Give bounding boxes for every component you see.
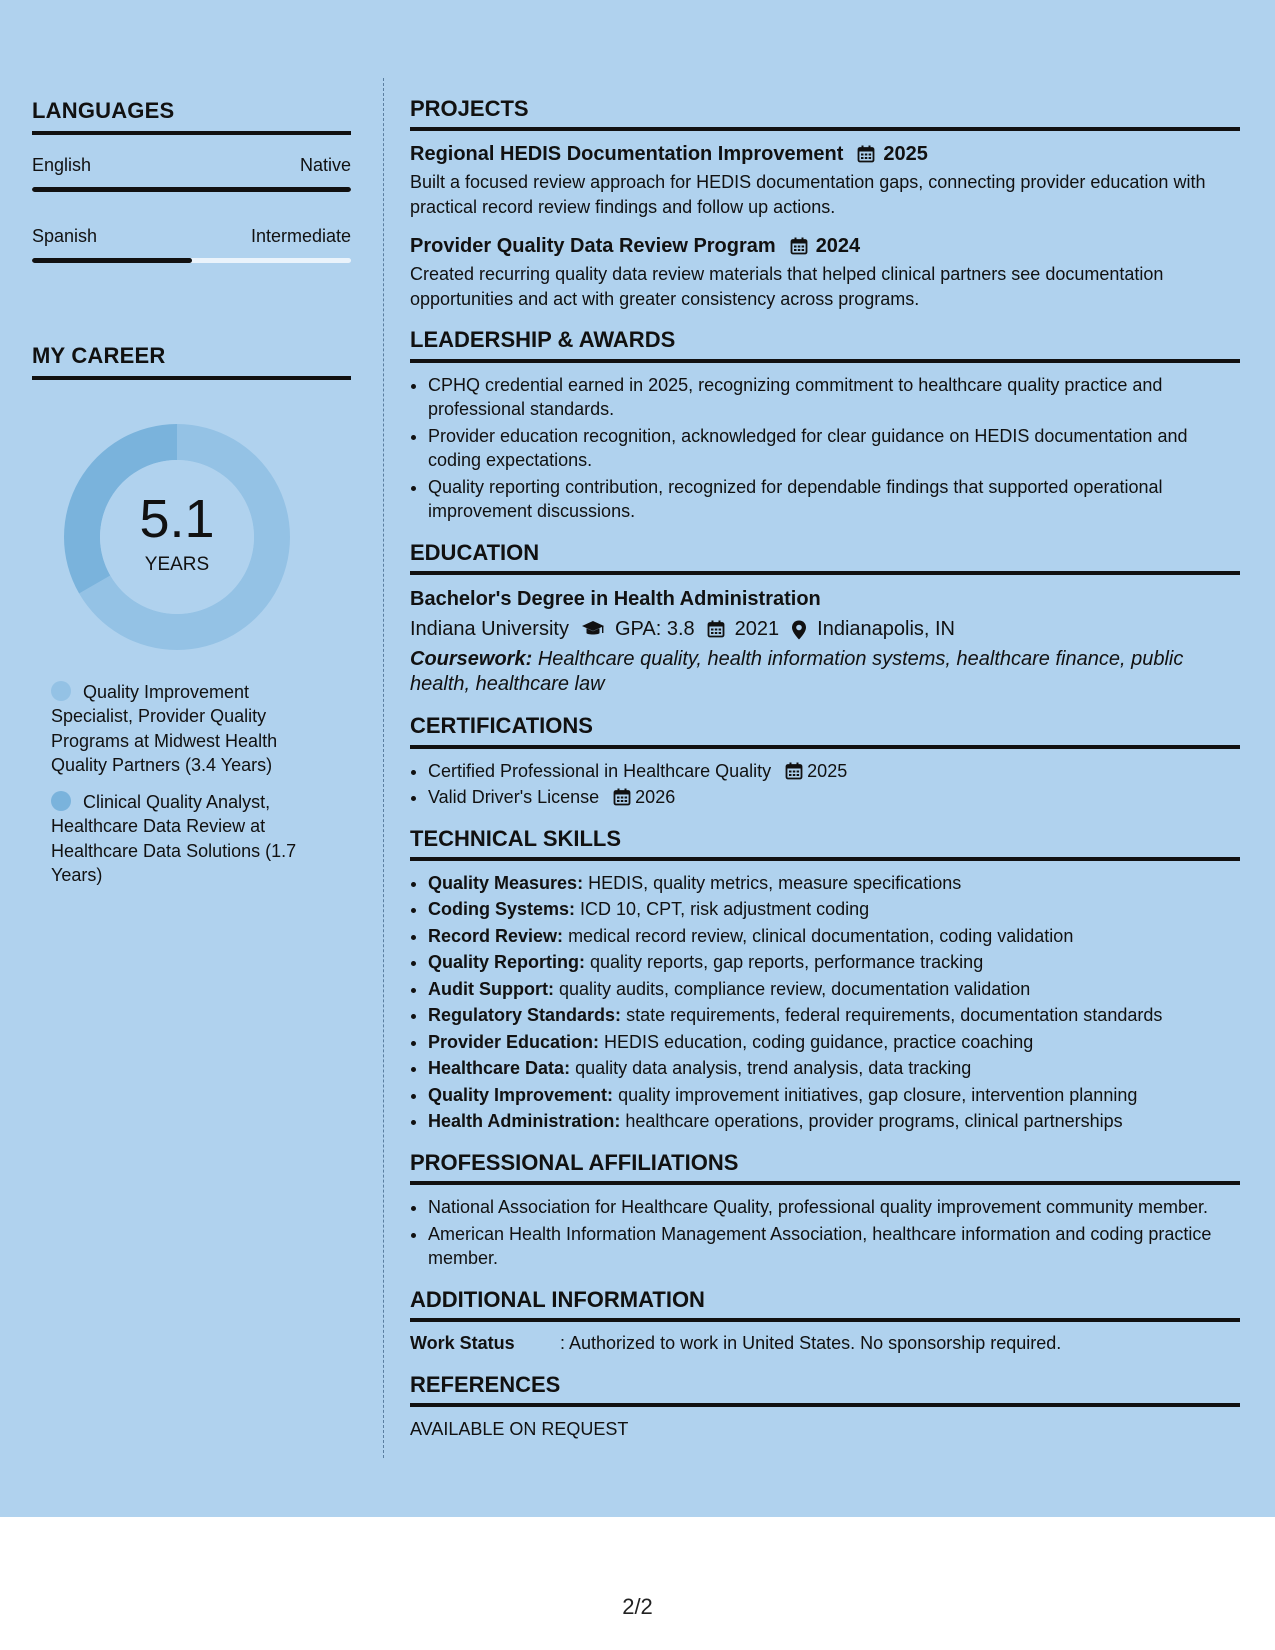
language-level: Intermediate	[250, 225, 351, 246]
certification-item	[428, 785, 1240, 810]
projects-section	[410, 96, 1240, 311]
language-row	[32, 155, 351, 192]
leadership-item: • Quality reporting contribution, recognized for dependable findings that supported operational improvement discussions.	[428, 475, 1240, 524]
project-name	[410, 233, 1240, 259]
skill-label: Coding Systems:	[428, 899, 576, 920]
certifications-section	[410, 713, 1240, 809]
skill-value: quality improvement initiatives, gap closure, intervention planning	[618, 1084, 1138, 1105]
career-donut-chart	[62, 422, 292, 652]
project-description: Created recurring quality data review materials that helped clinical partners see documentation opportunities and act with greater consistency across programs.	[410, 264, 1164, 309]
project-year: 2025	[883, 143, 928, 166]
skill-item	[428, 950, 1240, 975]
skill-item	[428, 1030, 1240, 1055]
skill-label: Healthcare Data:	[428, 1058, 571, 1079]
legend-dot-icon	[51, 791, 71, 811]
skill-item	[428, 1003, 1240, 1028]
leadership-section	[410, 327, 1240, 523]
column-divider	[383, 78, 384, 1458]
coursework-label: Coursework:	[410, 648, 533, 671]
skill-item	[428, 1056, 1240, 1081]
skill-item	[428, 897, 1240, 922]
left-column	[32, 98, 351, 900]
skill-label: Record Review:	[428, 925, 564, 946]
skill-label: Regulatory Standards:	[428, 1005, 622, 1026]
leadership-title: LEADERSHIP & AWARDS	[410, 327, 1240, 362]
education-location: Indianapolis, IN	[817, 618, 956, 641]
skill-label: Health Administration:	[428, 1111, 621, 1132]
certification-name: • Valid Driver's License	[428, 787, 600, 808]
calendar-icon	[707, 620, 725, 638]
skill-value: quality audits, compliance review, documentation validation	[558, 978, 1031, 999]
project-year: 2024	[815, 235, 861, 258]
skill-value: healthcare operations, provider programs, clinical partnerships	[625, 1111, 1123, 1132]
skill-label: Provider Education:	[428, 1031, 600, 1052]
skill-item	[428, 977, 1240, 1002]
skill-label: Quality Improvement:	[428, 1084, 614, 1105]
skill-item	[428, 871, 1240, 896]
skills-section	[410, 826, 1240, 1134]
career-legend-item	[51, 680, 319, 778]
certifications-title: CERTIFICATIONS	[410, 713, 1240, 748]
education-section	[410, 540, 1240, 697]
skill-value: HEDIS, quality metrics, measure specifications	[588, 872, 962, 893]
skill-value: HEDIS education, coding guidance, practice coaching	[604, 1031, 1034, 1052]
language-name: Spanish	[32, 225, 98, 246]
skill-value: medical record review, clinical documentation, coding validation	[568, 925, 1074, 946]
certification-item	[428, 759, 1240, 784]
skill-item	[428, 924, 1240, 949]
legend-dot-icon	[51, 681, 71, 701]
skills-title: TECHNICAL SKILLS	[410, 826, 1240, 861]
project-title: Provider Quality Data Review Program	[410, 235, 776, 258]
work-status-label: Work Status	[410, 1333, 515, 1354]
career-title: MY CAREER	[32, 343, 351, 380]
career-legend-item	[51, 790, 319, 888]
coursework-text: Healthcare quality, health information systems, healthcare finance, public health, healthcare law	[410, 648, 1184, 696]
language-name: English	[32, 155, 92, 176]
languages-title: LANGUAGES	[32, 98, 351, 135]
certification-name: • Certified Professional in Healthcare Quality	[428, 760, 772, 781]
affiliations-title: PROFESSIONAL AFFILIATIONS	[410, 1150, 1240, 1185]
skill-value: ICD 10, CPT, risk adjustment coding	[580, 899, 870, 920]
skill-label: Quality Measures:	[428, 872, 584, 893]
project-description: Built a focused review approach for HEDIS documentation gaps, connecting provider education with practical record review findings and follow up actions.	[410, 172, 1206, 217]
career-total-unit: YEARS	[144, 553, 210, 575]
references-text: AVAILABLE ON REQUEST	[410, 1419, 629, 1440]
project-title: Regional HEDIS Documentation Improvement	[410, 143, 844, 166]
calendar-icon	[613, 788, 631, 806]
language-proficiency-bar	[32, 258, 351, 263]
affiliation-item: • American Health Information Management Association, healthcare information and coding practice member.	[428, 1222, 1240, 1271]
calendar-icon	[790, 237, 808, 255]
additional-section	[410, 1287, 1240, 1356]
career-total-years: 5.1	[139, 488, 215, 549]
calendar-icon	[785, 762, 803, 780]
references-section	[410, 1372, 1240, 1440]
career-legend-label: Quality Improvement Specialist, Provider Quality Programs at Midwest Health Quality Partners (3.4 Years)	[51, 681, 278, 776]
skill-value: quality data analysis, trend analysis, data tracking	[575, 1058, 972, 1079]
skill-label: Quality Reporting:	[428, 952, 585, 973]
additional-title: ADDITIONAL INFORMATION	[410, 1287, 1240, 1322]
references-title: REFERENCES	[410, 1372, 1240, 1407]
career-legend	[51, 680, 319, 888]
work-status-row	[410, 1332, 1240, 1355]
education-school: Indiana University	[410, 618, 569, 641]
education-year: 2021	[734, 618, 780, 641]
affiliations-section	[410, 1150, 1240, 1271]
certification-year: 2025	[807, 760, 848, 781]
language-proficiency-fill	[32, 187, 351, 192]
page-number: 2/2	[622, 1594, 653, 1619]
language-proficiency-fill	[32, 258, 192, 263]
leadership-item: • CPHQ credential earned in 2025, recognizing commitment to healthcare quality practice and professional standards.	[428, 373, 1240, 422]
right-column	[410, 96, 1240, 1456]
graduation-cap-icon	[581, 620, 605, 638]
education-title: EDUCATION	[410, 540, 1240, 575]
education-details	[410, 616, 1240, 642]
work-status-value: : Authorized to work in United States. No sponsorship required.	[560, 1333, 1062, 1354]
skill-value: quality reports, gap reports, performance tracking	[590, 952, 984, 973]
leadership-item: • Provider education recognition, acknowledged for clear guidance on HEDIS documentation and coding expectations.	[428, 424, 1240, 473]
skill-item	[428, 1083, 1240, 1108]
education-coursework	[410, 647, 1240, 697]
skill-value: state requirements, federal requirements, documentation standards	[626, 1005, 1163, 1026]
location-pin-icon	[791, 620, 807, 638]
certification-year: 2026	[635, 787, 676, 808]
skill-item	[428, 1109, 1240, 1134]
projects-title: PROJECTS	[410, 96, 1240, 131]
education-gpa: GPA: 3.8	[614, 618, 695, 641]
project-name	[410, 141, 1240, 167]
calendar-icon	[857, 145, 875, 163]
language-level: Native	[299, 155, 351, 176]
affiliation-item: • National Association for Healthcare Quality, professional quality improvement community member.	[428, 1195, 1240, 1220]
language-proficiency-bar	[32, 187, 351, 192]
career-legend-label: Clinical Quality Analyst, Healthcare Data Review at Healthcare Data Solutions (1.7 Years)	[51, 791, 297, 886]
education-degree: Bachelor's Degree in Health Administration	[410, 588, 821, 611]
language-row	[32, 226, 351, 263]
skill-label: Audit Support:	[428, 978, 554, 999]
